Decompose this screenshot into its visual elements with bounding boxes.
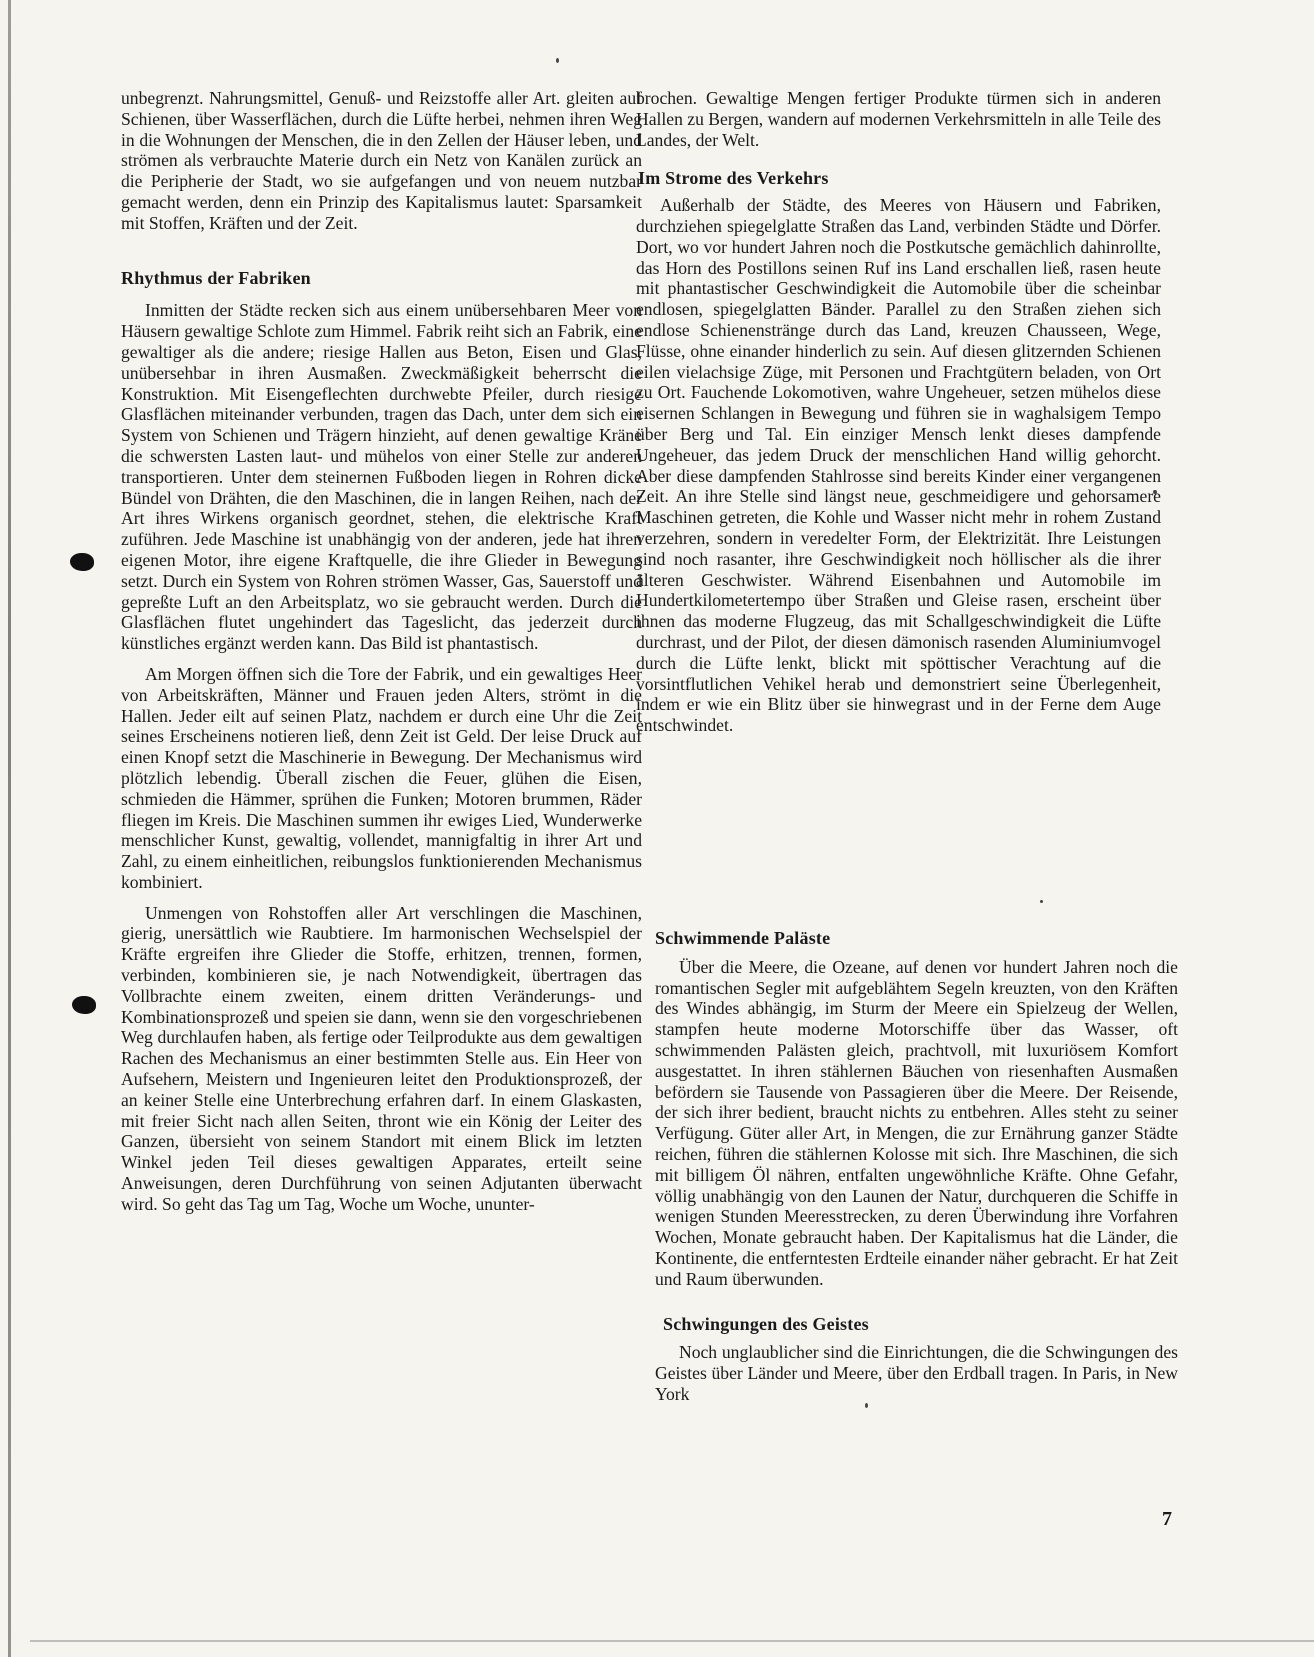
left-paragraph: Unmengen von Rohstoffen aller Art verschlingen die Maschinen, gierig, unersättlich wie Raubtiere. Im harmonischen Wechselspiel der Kräfte ergreifen ihre Glieder die Stoffe, erhitzen, trennen, formen, verbinden, kombinieren sie, je nach Notwendigkeit, übertragen das Vollbrachte einem zweiten, einem dritten Veränderungs- und Kombinationsprozeß und speien sie dann, wenn sie den vorgeschriebenen Weg durchlaufen haben, als fertige oder Teilprodukte aus dem gewaltigen Rachen des Mechanismus an einer bestimmten Stelle aus. Ein Heer von Aufsehern, Meistern und Ingenieuren leitet den Produktionsprozeß, der an keiner Stelle eine Unterbrechung erfahren darf. In einem Glaskasten, mit freier Sicht nach allen Seiten, thront wie ein König der Leiter des Ganzen, übersieht von seinem Standort mit einem Blick im letzten Winkel jeden Teil dieses gewaltigen Apparates, erteilt seine Anweisungen, deren Durchführung von seinen Adjutanten überwacht wird. So geht das Tag um Tag, Woche um Woche, ununter-	[121, 902, 642, 1214]
page-number: 7	[1162, 1508, 1172, 1530]
punch-hole-top	[70, 553, 94, 571]
section-heading-geist: Schwingungen des Geistes	[663, 1313, 869, 1334]
right-column-upper	[636, 88, 1161, 736]
scan-speck	[1040, 900, 1043, 903]
palaeste-paragraph: Über die Meere, die Ozeane, auf denen vor hundert Jahren noch die romantischen Segler mit aufgeblähtem Segeln kreuzten, von den Kräften des Windes abhängig, im Sturm der Meere ein Spielzeug der Wellen, stampfen heute moderne Motorschiffe über das Wasser, oft schwimmenden Palästen gleich, prachtvoll, mit luxuriösem Komfort ausgestattet. In ihren stählernen Bäuchen von riesenhaften Ausmaßen befördern sie Tausende von Passagieren über die Meere. Der Reisende, der sich ihrer bedient, braucht nichts zu entbehren. Alles steht zu seiner Verfügung. Güter aller Art, in Mengen, die zur Ernährung ganzer Städte reichen, führen die stählernen Kolosse mit sich. Ihre Maschinen, die sich mit billigem Öl nähren, entfalten ungewöhnliche Kräfte. Ohne Gefahr, völlig unabhängig von den Launen der Natur, durchqueren die Schiffe in wenigen Stunden Meeresstrecken, zu deren Überwindung ihre Vorfahren Wochen, Monate gebraucht haben. Der Kapitalismus hat die Länder, die Kontinente, die entferntesten Erdteile einander näher gebracht. Er hat Zeit und Raum überwunden.	[655, 956, 1178, 1289]
scan-speck	[556, 58, 559, 63]
left-paragraph: Inmitten der Städte recken sich aus einem unübersehbaren Meer von Häusern gewaltige Schlote zum Himmel. Fabrik reiht sich an Fabrik, eine gewaltiger als die andere; riesige Hallen aus Beton, Eisen und Glas, unübersehbar in ihren Ausmaßen. Zweckmäßigkeit beherrscht die Konstruktion. Mit Eisengeflechten durchwebte Pfeiler, durch riesige Glasflächen miteinander verbunden, tragen das Dach, unter dem sich ein System von Schienen und Trägern hinzieht, auf denen gewaltige Kräne die schwersten Lasten laut- und mühelos von einer Stelle zur anderen transportieren. Unter dem steinernen Fußboden liegen in Rohren dicke Bündel von Drähten, die den Maschinen, die in langen Reihen, nach der Art ihres Wirkens organisch geordnet, stehen, die elektrische Kraft zuführen. Jede Maschine ist unabhängig von der anderen, jede hat ihren eigenen Motor, ihre eigene Kraftquelle, die ihre Glieder in Bewegung setzt. Durch ein System von Rohren strömen Wasser, Gas, Sauerstoff und gepreßte Luft an den Arbeitsplatz, wo sie gebraucht werden. Durch die Glasflächen flutet ungehindert das Tageslicht, das jederzeit durch künstliches ergänzt werden kann. Das Bild ist phantastisch.	[121, 300, 642, 654]
punch-hole-bottom	[72, 996, 96, 1014]
section-heading-verkehr: Im Strome des Verkehrs	[638, 168, 829, 189]
left-paragraph: Am Morgen öffnen sich die Tore der Fabrik, und ein gewaltiges Heer von Arbeitskräften, Männer und Frauen jeden Alters, strömt in die Hallen. Jeder eilt auf seinen Platz, nachdem er durch eine Uhr die Zeit seines Erscheinens notieren ließ, denn Zeit ist Geld. Der leise Druck auf einen Knopf setzt die Maschinerie in Bewegung. Der Mechanismus wird plötzlich lebendig. Überall zischen die Feuer, glühen die Eisen, schmieden die Hämmer, sprühen die Funken; Motoren brummen, Räder fliegen im Kreis. Die Maschinen summen ihr ewiges Lied, Wunderwerke menschlicher Kunst, gewaltig, vollendet, mannigfaltig in ihrer Art und Zahl, zu einem einheitlichen, reibungslos funktionierenden Mechanismus kombiniert.	[121, 663, 642, 892]
section-heading-palaeste: Schwimmende Paläste	[655, 928, 831, 948]
right-intro-paragraph: brochen. Gewaltige Mengen fertiger Produkte türmen sich in anderen Hallen zu Bergen, wandern auf modernen Verkehrsmitteln in alle Teile des Landes, der Welt.	[636, 88, 1161, 150]
scan-edge-shadow	[8, 0, 11, 1657]
left-intro-paragraph: unbegrenzt. Nahrungsmittel, Genuß- und Reizstoffe aller Art. gleiten auf Schienen, über Wasserflächen, durch die Lüfte herbei, nehmen ihren Weg in die Wohnungen der Menschen, die in den Zellen der Häuser leben, und strömen als verbrauchte Materie durch ein Netz von Kanälen zurück an die Peripherie der Stadt, wo sie aufgefangen und von neuem nutzbar gemacht werden, denn ein Prinzip des Kapitalismus lautet: Sparsamkeit mit Stoffen, Kräften und der Zeit.	[121, 88, 642, 233]
scan-bottom-edge	[30, 1640, 1314, 1642]
section-heading-rhythmus: Rhythmus der Fabriken	[121, 267, 311, 288]
left-column	[121, 88, 642, 1215]
right-column-lower	[655, 928, 1178, 1405]
geist-paragraph: Noch unglaublicher sind die Einrichtungen, die die Schwingungen des Geistes über Länder und Meere, über den Erdball tragen. In Paris, in New York	[655, 1342, 1178, 1404]
verkehr-paragraph: Außerhalb der Städte, des Meeres von Häusern und Fabriken, durchziehen spiegelglatte Straßen das Land, verbinden Städte und Dörfer. Dort, wo vor hundert Jahren noch die Postkutsche gemächlich dahinrollte, das Horn des Postillons seinen Ruf ins Land erschallen ließ, rasen heute mit phantastischer Geschwindigkeit die Automobile über die scheinbar endlosen, spiegelglatten Bänder. Parallel zu den Straßen ziehen sich endlose Schienenstränge durch das Land, kreuzen Chausseen, Wege, Flüsse, ohne einander hinderlich zu sein. Auf diesen glitzernden Schienen eilen vielachsige Züge, mit Personen und Frachtgütern beladen, von Ort zu Ort. Fauchende Lokomotiven, wahre Ungeheuer, setzen mühelos diese eisernen Schlangen in Bewegung und führen sie in waghalsigem Tempo über Berg und Tal. Ein einziger Mensch lenkt dieses dampfende Ungeheuer, das jedem Druck der menschlichen Hand willig gehorcht. Aber diese dampfenden Stahlrosse sind bereits Kinder einer vergangenen Zeit. An ihre Stelle sind längst neue, geschmeidigere und gehorsamere Maschinen getreten, die Kohle und Wasser nicht mehr in rohem Zustand verzehren, sondern in veredelter Form, der Elektrizität. Ihre Leistungen sind noch rasanter, ihre Geschwindigkeit noch höllischer als die ihrer älteren Geschwister. Während Eisenbahnen und Automobile im Hundertkilometertempo über Straßen und Gleise rasen, erscheint über ihnen das moderne Flugzeug, das mit Schallgeschwindigkeit die Lüfte durchrast, und der Pilot, der diesen dämonisch rasenden Aluminiumvogel durch die Lüfte lenkt, blickt mit spöttischer Verachtung auf die vorsintflutlichen Vehikel herab und demonstriert seine Überlegenheit, indem er wie ein Blitz über sie hinwegrast und in der Ferne dem Auge entschwindet.	[636, 195, 1161, 736]
